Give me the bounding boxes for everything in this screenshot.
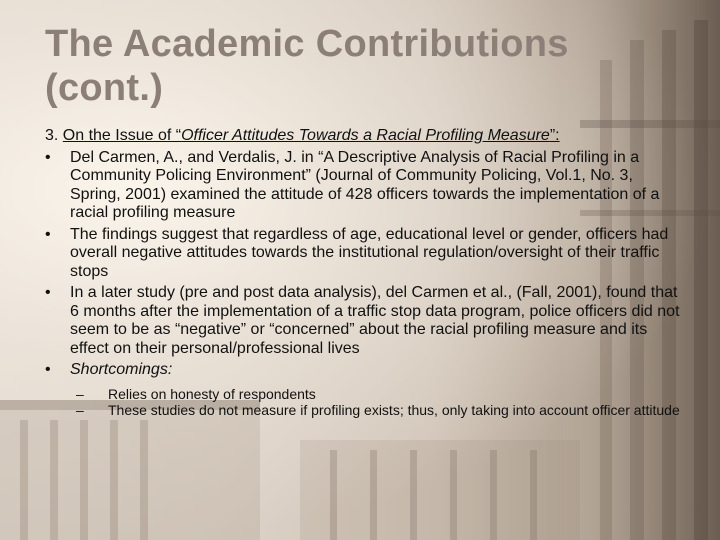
section-heading: [45, 127, 681, 146]
list-item: [45, 149, 681, 223]
list-item: [45, 226, 681, 282]
slide-body: [45, 127, 681, 418]
slide-title: [45, 22, 685, 110]
bullet-text: The findings suggest that regardless of age, educational level or gender, officers had overall negative attitudes towards the institutional regulation/oversight of their traffic stops: [70, 225, 669, 280]
heading-italic-topic: Officer Attitudes Towards a Racial Profiling Measure: [181, 127, 550, 144]
bullet-marker: •: [45, 225, 51, 243]
heading-underlined-start: On the Issue of “: [62, 127, 182, 144]
bullet-marker: •: [45, 284, 51, 301]
sub-list-item: [70, 386, 681, 402]
bullet-text-shortcomings: Shortcomings:: [70, 361, 173, 378]
sub-bullet-text: Relies on honesty of respondents: [108, 385, 316, 402]
dash-marker: –: [76, 401, 84, 418]
bullet-text: Del Carmen, A., and Verdalis, J. in “A Descriptive Analysis of Racial Profiling in a Community Policing Environment” (Journal of Community Policing, Vol.1, No. 3, Spring, 2001) examined the attitude of 428 officers towards the implementation of a racial profiling measure: [70, 148, 660, 221]
bullet-marker: •: [45, 148, 51, 166]
bullet-marker: •: [45, 361, 51, 378]
title-line-1: The Academic Contributions: [45, 23, 569, 65]
sub-bullet-text: These studies do not measure if profiling exists; thus, only taking into account officer attitude: [108, 401, 680, 418]
list-item: [45, 284, 681, 358]
heading-prefix: 3.: [45, 127, 63, 144]
dash-marker: –: [76, 385, 84, 402]
bullet-text: In a later study (pre and post data analysis), del Carmen et al., (Fall, 2001), found that 6 months after the implementation of a traffic stop data program, police officers did not seem to be as “negative” or “concerned” about the racial profiling measure and its effect on their personal/professional lives: [70, 284, 680, 357]
bullet-list: [45, 149, 681, 418]
list-item: [45, 361, 681, 418]
heading-underlined-end: ”:: [549, 127, 560, 144]
sub-list-item: [70, 402, 681, 418]
sub-bullet-list: [70, 386, 681, 418]
title-line-2: (cont.): [45, 67, 164, 109]
